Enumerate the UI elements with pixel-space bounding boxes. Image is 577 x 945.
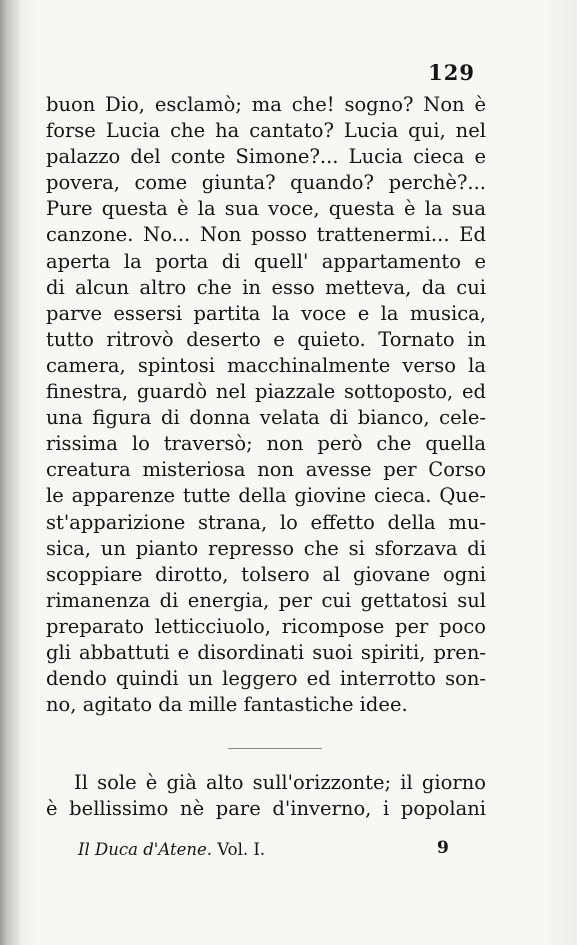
text-line: scoppiare dirotto, tolsero al giovane ogni <box>46 562 486 586</box>
text-line: palazzo del conte Simone?... Lucia cieca e <box>46 145 486 169</box>
signature-mark: 9 <box>437 838 449 858</box>
text-line: creatura misteriosa non avesse per Corso <box>46 458 486 482</box>
text-line: una figura di donna velata di bianco, cele- <box>46 406 486 430</box>
text-line: canzone. No... Non posso trattenermi... Ed <box>46 223 486 247</box>
text-line: forse Lucia che ha cantato? Lucia qui, nel <box>46 119 486 143</box>
text-line: è bellissimo nè pare d'inverno, i popolani <box>46 797 486 821</box>
text-line: gli abbattuti e disordinati suoi spiriti, pren- <box>46 640 486 664</box>
text-line: di alcun altro che in esso metteva, da cui <box>46 275 486 299</box>
text-line: rimanenza di energia, per cui gettatosi sul <box>46 588 486 612</box>
text-line: finestra, guardò nel piazzale sottoposto, ed <box>46 380 486 404</box>
text-line: no, agitato da mille fantastiche idee. <box>46 693 408 717</box>
binding-gutter <box>0 0 22 945</box>
text-line: camera, spintosi macchinalmente verso la <box>46 353 486 377</box>
text-line: rissima lo traversò; non però che quella <box>46 432 486 456</box>
text-line: st'apparizione strana, lo effetto della mu- <box>46 510 486 534</box>
text-line: povera, come giunta? quando? perchè?... <box>46 171 486 195</box>
text-line: aperta la porta di quell' appartamento e <box>46 249 486 273</box>
text-line: Pure questa è la sua voce, questa è la sua <box>46 197 486 221</box>
text-line: preparato letticciuolo, ricompose per poco <box>46 614 486 638</box>
text-line: buon Dio, esclamò; ma che! sogno? Non è <box>46 93 486 116</box>
second-paragraph <box>46 770 486 822</box>
text-line: le apparenze tutte della giovine cieca. Que- <box>46 484 486 508</box>
text-line: tutto ritrovò deserto e quieto. Tornato in <box>46 327 486 351</box>
section-divider <box>228 748 322 749</box>
main-paragraph <box>46 92 486 718</box>
book-title: Il Duca d'Atene. <box>78 840 212 859</box>
footer-book-title <box>78 840 265 859</box>
text-line: sica, un pianto represso che si sforzava di <box>46 536 486 560</box>
volume-label: Vol. I. <box>217 840 266 859</box>
page-number: 129 <box>428 60 475 85</box>
text-line: parve essersi partita la voce e la musica, <box>46 301 486 325</box>
text-line: dendo quindi un leggero ed interrotto son- <box>46 667 486 691</box>
text-line: Il sole è già alto sull'orizzonte; il giorno <box>74 771 486 794</box>
